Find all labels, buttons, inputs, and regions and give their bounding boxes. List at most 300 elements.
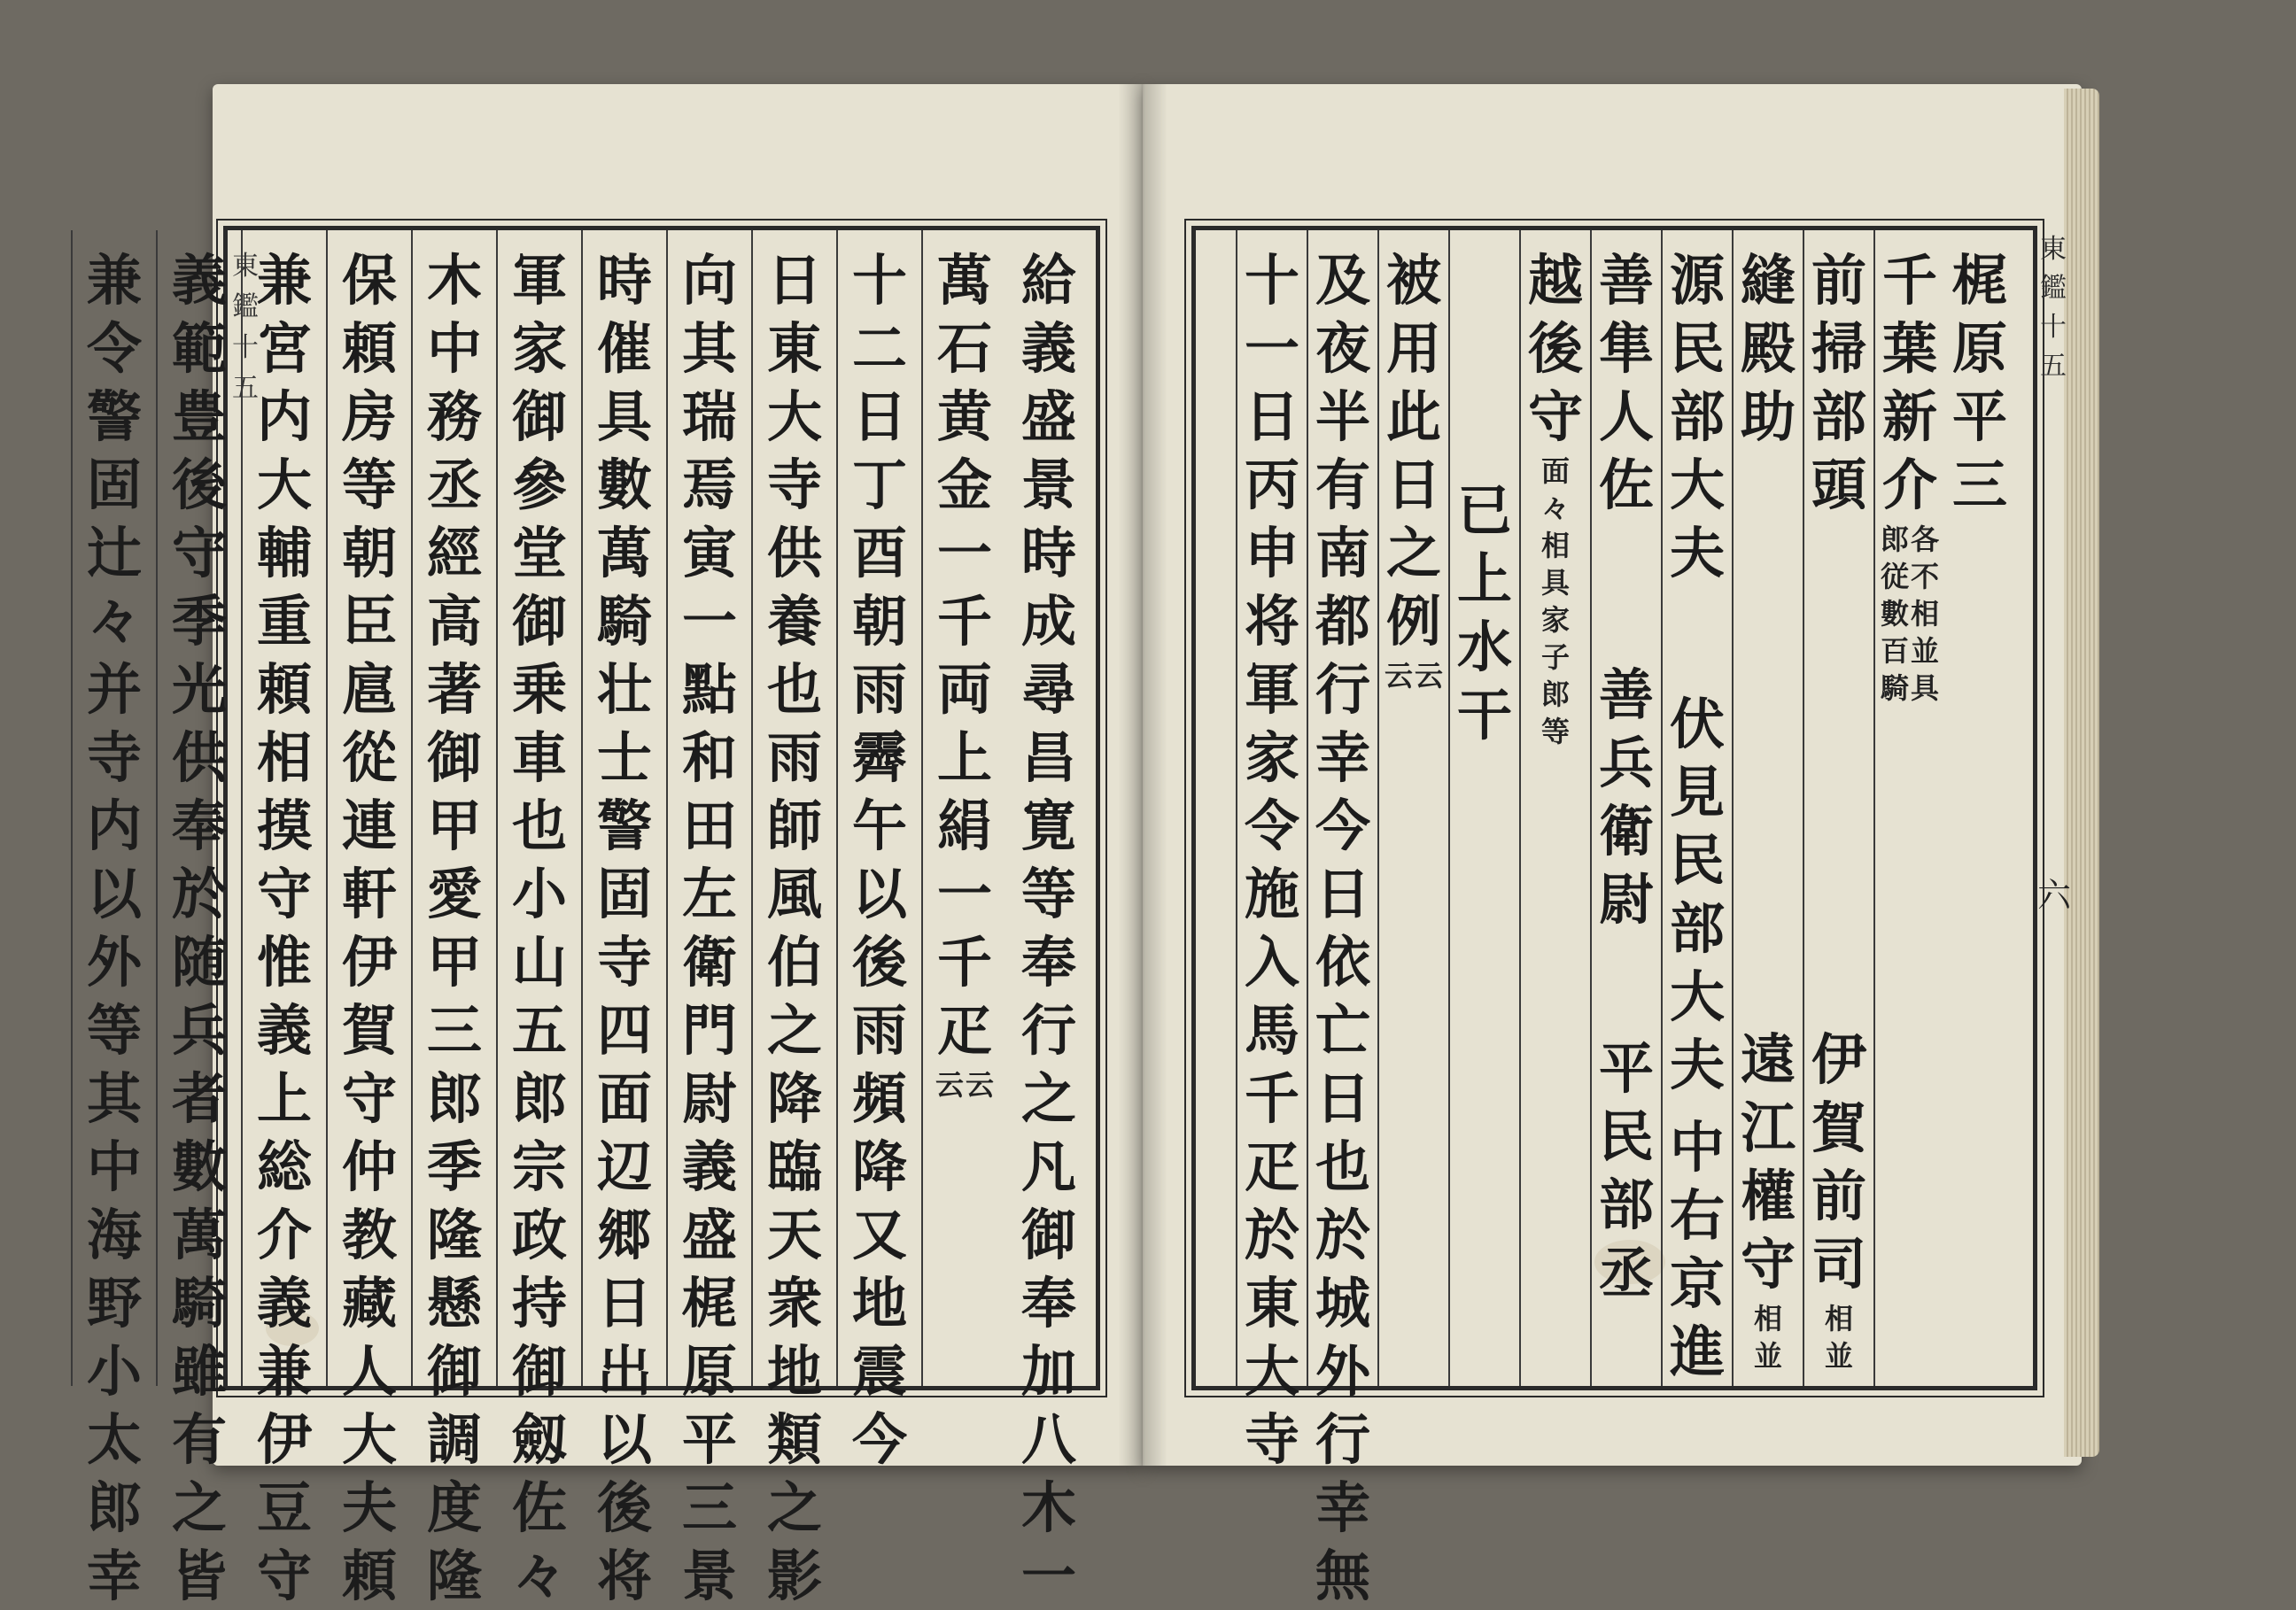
column-char: 守	[256, 862, 312, 926]
note-char: 並	[1824, 1339, 1853, 1373]
column-char: 萬	[596, 521, 652, 585]
column-char: 此	[1385, 384, 1441, 449]
margin-char: 東	[232, 251, 259, 282]
note-char: 並	[1911, 634, 1940, 668]
column-char: 義	[681, 1134, 737, 1199]
note-char: 郎	[1880, 522, 1909, 556]
column-char: 小	[511, 862, 567, 926]
column-char: 萬	[936, 248, 992, 313]
column-char: 城	[1315, 1271, 1370, 1335]
column-char: 頼	[341, 316, 397, 381]
column-char: 之	[766, 998, 822, 1063]
note-line	[966, 1066, 994, 1103]
note-char: 具	[1911, 671, 1940, 705]
column-char: 東	[766, 316, 822, 381]
column-char: 及	[1315, 248, 1370, 313]
column-char: 朝	[341, 521, 397, 585]
note-char: 々	[1540, 492, 1570, 525]
note-line	[1911, 521, 1939, 707]
column-char: 木	[426, 248, 482, 313]
column-char: 義	[171, 248, 227, 313]
note-char: 云	[1415, 659, 1444, 693]
column-char: 人	[1598, 384, 1654, 449]
column-char: 内	[86, 793, 142, 858]
column-char: 豊	[171, 384, 227, 449]
note-line	[1541, 453, 1570, 750]
column-char: 八	[1020, 1407, 1076, 1472]
column-char: 民	[1669, 316, 1725, 381]
column-char: 干	[1456, 683, 1512, 747]
column-char: 數	[171, 1134, 227, 1199]
column-char: 兵	[171, 998, 227, 1063]
column-char: 隆	[426, 1203, 482, 1267]
note-char: 不	[1911, 560, 1940, 593]
column-char: 雨	[766, 725, 822, 790]
column-char: 三	[426, 998, 482, 1063]
column-char: 都	[1315, 589, 1370, 654]
column-char: 上	[936, 725, 992, 790]
column-char: 權	[1740, 1164, 1796, 1228]
note-char: 子	[1540, 640, 1570, 674]
column-char: 震	[851, 1339, 907, 1404]
column-char: 騎	[171, 1271, 227, 1335]
column-char: 務	[426, 384, 482, 449]
right-text-frame	[1191, 226, 2037, 1608]
column-char: 伊	[256, 1407, 312, 1472]
column-char: 範	[171, 316, 227, 381]
column-char: 郎	[426, 1066, 482, 1131]
note-char: 従	[1880, 560, 1909, 593]
column-char: 軍	[511, 248, 567, 313]
column-char: 施	[1244, 862, 1299, 926]
column-char: 依	[1315, 930, 1370, 995]
note-char: 家	[1540, 603, 1570, 637]
column-char: 尉	[681, 1066, 737, 1131]
column-char: 以	[851, 862, 907, 926]
column-char: 衆	[766, 1271, 822, 1335]
column-char: 愛	[426, 862, 482, 926]
note-char: 騎	[1880, 671, 1909, 705]
column-char: 豆	[256, 1475, 312, 1540]
column-char: 具	[596, 384, 652, 449]
column-char: 師	[766, 793, 822, 858]
column-char: 有	[171, 1407, 227, 1472]
column-char: 前	[1811, 1164, 1866, 1228]
column-char: 平	[681, 1407, 737, 1472]
column-char: 介	[1881, 453, 1937, 517]
column-char: 日	[1315, 862, 1370, 926]
column-char: 千	[936, 589, 992, 654]
column-char: 重	[256, 589, 312, 654]
column-char: 寺	[766, 453, 822, 517]
left-margin-title	[228, 230, 263, 1386]
column-char: 将	[596, 1544, 652, 1608]
column-char: 部	[1811, 384, 1866, 449]
column-char: 藏	[341, 1271, 397, 1335]
column-char: 丞	[1598, 1241, 1654, 1305]
column-char: 原	[1951, 316, 2007, 381]
column-char: 供	[766, 521, 822, 585]
column-char: 守	[1740, 1232, 1796, 1297]
column-char: 入	[1244, 930, 1299, 995]
column-char: 酉	[851, 521, 907, 585]
column-char: 今	[851, 1407, 907, 1472]
column-char: 将	[1244, 589, 1299, 654]
interlinear-note	[1825, 1300, 1853, 1374]
column-char: 民	[1598, 1104, 1654, 1169]
column-char: 甲	[426, 793, 482, 858]
column-char: 義	[256, 998, 312, 1063]
column-char: 民	[1669, 827, 1725, 893]
column-char: 雨	[851, 998, 907, 1063]
column-char: 也	[766, 657, 822, 722]
column-char: 無	[1315, 1544, 1370, 1608]
margin-char: 鑑	[232, 291, 259, 322]
margin-char: 東	[2040, 234, 2067, 265]
column-char: 摸	[256, 793, 312, 858]
column-char: 一	[936, 862, 992, 926]
column-char: 日	[766, 248, 822, 313]
column-char: 縫	[1740, 248, 1796, 313]
column-char: 上	[1456, 546, 1512, 611]
note-char: 具	[1540, 566, 1570, 600]
column-char: 等	[1020, 862, 1076, 926]
column-char: 守	[256, 1544, 312, 1608]
column-char: 午	[851, 793, 907, 858]
column-char: 等	[86, 998, 142, 1063]
interlinear-note	[1385, 657, 1443, 694]
column-char: 頼	[341, 1544, 397, 1608]
column-char: 車	[511, 725, 567, 790]
column-char: 家	[511, 316, 567, 381]
text-column	[1236, 230, 1307, 1472]
column-char: 懸	[426, 1271, 482, 1335]
column-char: 寺	[1244, 1407, 1299, 1472]
column-char: 東	[1244, 1271, 1299, 1335]
column-char: 又	[851, 1203, 907, 1267]
column-char: 一	[1244, 316, 1299, 381]
column-char: 隼	[1598, 316, 1654, 381]
column-char: 見	[1669, 759, 1725, 824]
column-char: 瑞	[681, 384, 737, 449]
note-char: 相	[1540, 529, 1570, 562]
column-char: 行	[1315, 1407, 1370, 1472]
column-char: 奉	[1020, 930, 1076, 995]
column-char: 并	[86, 657, 142, 722]
column-char: 萬	[171, 1203, 227, 1267]
column-char: 其	[86, 1066, 142, 1131]
column-char: 固	[86, 453, 142, 517]
column-char: 五	[511, 998, 567, 1063]
note-char: 云	[966, 1068, 995, 1102]
column-char: 一	[681, 589, 737, 654]
column-char: 其	[681, 316, 737, 381]
column-char: 兵	[1598, 731, 1654, 795]
column-char: 雨	[851, 657, 907, 722]
column-char: 御	[511, 384, 567, 449]
column-char: 賀	[1811, 1095, 1866, 1160]
text-column	[1307, 230, 1377, 1608]
column-char: 絹	[936, 793, 992, 858]
note-char: 相	[1824, 1302, 1853, 1335]
column-char: 例	[1385, 589, 1441, 654]
column-char: 參	[511, 453, 567, 517]
column-char: 給	[1020, 248, 1076, 313]
column-char: 越	[1527, 248, 1583, 313]
column-char: 焉	[681, 453, 737, 517]
column-char: 後	[171, 453, 227, 517]
column-char: 點	[681, 657, 737, 722]
note-line	[935, 1066, 964, 1103]
column-char: 御	[511, 1339, 567, 1404]
column-char: 十	[1244, 248, 1299, 313]
column-char: 於	[1244, 1203, 1299, 1267]
column-char: 寅	[681, 521, 737, 585]
column-char: 日	[1315, 1066, 1370, 1131]
column-char: 総	[256, 1134, 312, 1199]
column-char: 前	[1811, 248, 1866, 313]
column-char: 伊	[1811, 1027, 1866, 1092]
column-char: 夜	[1315, 316, 1370, 381]
column-char: 類	[766, 1407, 822, 1472]
column-char: 伯	[766, 930, 822, 995]
column-char: 政	[511, 1203, 567, 1267]
column-char: 加	[1020, 1339, 1076, 1404]
column-char: 半	[1315, 384, 1370, 449]
column-char: 奉	[1020, 1271, 1076, 1335]
column-char: 養	[766, 589, 822, 654]
note-char: 相	[1753, 1302, 1782, 1335]
note-char: 云	[1384, 659, 1413, 693]
column-char: 寺	[86, 725, 142, 790]
column-char: 中	[1669, 1115, 1725, 1180]
column-char: 義	[1020, 316, 1076, 381]
text-column	[1944, 230, 2015, 1386]
column-char: 遠	[1740, 1027, 1796, 1092]
column-char: 佐	[1598, 453, 1654, 517]
text-column	[1590, 230, 1661, 1386]
text-column	[921, 230, 1006, 1386]
column-char: 之	[1020, 1066, 1076, 1131]
column-char: 亡	[1315, 998, 1370, 1063]
column-char: 警	[86, 384, 142, 449]
column-char: 原	[681, 1339, 737, 1404]
note-char: 郎	[1540, 677, 1570, 711]
column-char: 門	[681, 998, 737, 1063]
text-column	[1661, 230, 1732, 1386]
column-char: 家	[1244, 725, 1299, 790]
column-char: 風	[766, 862, 822, 926]
column-char: 頭	[1811, 453, 1866, 517]
column-char: 疋	[936, 998, 992, 1063]
note-line	[1385, 657, 1413, 694]
column-char: 劔	[511, 1407, 567, 1472]
column-char: 地	[766, 1339, 822, 1404]
column-char: 於	[1315, 1203, 1370, 1267]
column-char: 新	[1881, 384, 1937, 449]
column-char: 平	[1951, 384, 2007, 449]
column-char: 供	[171, 725, 227, 790]
column-char: 右	[1669, 1183, 1725, 1248]
column-char: 馬	[1244, 998, 1299, 1063]
column-char: 伏	[1669, 691, 1725, 756]
column-char: 寛	[1020, 793, 1076, 858]
column-char: 後	[1527, 316, 1583, 381]
column-char: 郎	[86, 1475, 142, 1540]
column-char: 外	[86, 930, 142, 995]
column-char: 士	[596, 725, 652, 790]
column-char: 随	[171, 930, 227, 995]
column-char: 野	[86, 1271, 142, 1335]
column-char: 十	[851, 248, 907, 313]
column-char: 太	[86, 1407, 142, 1472]
column-char: 丞	[426, 453, 482, 517]
column-char: 御	[426, 725, 482, 790]
note-line	[1881, 521, 1909, 707]
column-char: 南	[1315, 521, 1370, 585]
column-char: 乗	[511, 657, 567, 722]
interlinear-note	[1754, 1300, 1782, 1374]
column-char: 申	[1244, 521, 1299, 585]
column-char: 大	[1669, 453, 1725, 517]
column-char: 幸	[1315, 725, 1370, 790]
column-char: 從	[341, 725, 397, 790]
column-char: 一	[1020, 1544, 1076, 1608]
column-char: 已	[1456, 478, 1512, 543]
column-char: 宮	[256, 316, 312, 381]
column-char: 葉	[1881, 316, 1937, 381]
text-column	[666, 230, 751, 1608]
column-char: 辺	[596, 1134, 652, 1199]
column-char: 源	[1669, 248, 1725, 313]
note-line	[1825, 1300, 1853, 1374]
note-char: 云	[935, 1068, 964, 1102]
column-char: 賀	[341, 998, 397, 1063]
note-char: 面	[1540, 454, 1570, 488]
column-char: 石	[936, 316, 992, 381]
book-gutter	[1118, 84, 1167, 1466]
column-char: 雖	[171, 1339, 227, 1404]
column-char: 海	[86, 1203, 142, 1267]
column-char: 臣	[341, 589, 397, 654]
note-char: 相	[1911, 597, 1940, 631]
column-char: 調	[426, 1407, 482, 1472]
column-char: 保	[341, 248, 397, 313]
column-char: 進	[1669, 1320, 1725, 1384]
column-char: 度	[426, 1475, 482, 1540]
column-char: 梶	[1951, 248, 2007, 313]
column-char: 伊	[341, 930, 397, 995]
column-char: 尉	[1598, 867, 1654, 932]
column-char: 守	[171, 521, 227, 585]
column-char: 善	[1598, 248, 1654, 313]
column-char: 堂	[511, 521, 567, 585]
column-char: 大	[1244, 1339, 1299, 1404]
text-column	[1006, 230, 1091, 1608]
margin-char: 鑑	[2040, 273, 2067, 304]
column-char: 時	[1020, 521, 1076, 585]
text-column	[71, 230, 156, 1608]
margin-char: 五	[232, 373, 259, 404]
column-char: 凡	[1020, 1134, 1076, 1199]
column-char: 壮	[596, 657, 652, 722]
column-char: 和	[681, 725, 737, 790]
column-char: 部	[1598, 1173, 1654, 1237]
column-char: 々	[511, 1544, 567, 1608]
column-char: 山	[511, 930, 567, 995]
column-char: 宗	[511, 1134, 567, 1199]
note-char: 並	[1753, 1339, 1782, 1373]
column-char: 疋	[1244, 1134, 1299, 1199]
text-column	[581, 230, 666, 1608]
column-char: 兼	[256, 1339, 312, 1404]
column-char: 持	[511, 1271, 567, 1335]
text-column	[411, 230, 496, 1608]
column-char: 數	[596, 453, 652, 517]
column-char: 黄	[936, 384, 992, 449]
text-column	[1377, 230, 1448, 1386]
column-char: 郷	[596, 1203, 652, 1267]
text-column	[1448, 230, 1519, 1386]
column-char: 霽	[851, 725, 907, 790]
column-char: 大	[341, 1407, 397, 1472]
column-char: 義	[256, 1271, 312, 1335]
column-char: 幸	[86, 1544, 142, 1608]
column-char: 之	[171, 1475, 227, 1540]
column-char: 木	[1020, 1475, 1076, 1540]
column-char: 大	[1669, 964, 1725, 1029]
column-char: 部	[1669, 895, 1725, 961]
column-char: 守	[341, 1066, 397, 1131]
column-char: 等	[341, 453, 397, 517]
column-char: 内	[256, 384, 312, 449]
margin-char: 五	[2040, 351, 2067, 382]
column-char: 田	[681, 793, 737, 858]
column-char: 善	[1598, 662, 1654, 727]
column-char: 光	[171, 657, 227, 722]
column-char: 江	[1740, 1095, 1796, 1160]
column-char: 尋	[1020, 657, 1076, 722]
column-char: 千	[1244, 1066, 1299, 1131]
column-char: 令	[1244, 793, 1299, 858]
column-char: 郎	[511, 1066, 567, 1131]
column-char: 両	[936, 657, 992, 722]
column-char: 介	[256, 1203, 312, 1267]
column-char: 以	[596, 1407, 652, 1472]
column-char: 教	[341, 1203, 397, 1267]
column-char: 三	[681, 1475, 737, 1540]
column-char: 中	[426, 316, 482, 381]
column-char: 高	[426, 589, 482, 654]
column-char: 扈	[341, 657, 397, 722]
column-char: 催	[596, 316, 652, 381]
column-char: 大	[766, 384, 822, 449]
column-char: 被	[1385, 248, 1441, 313]
column-char: 御	[511, 589, 567, 654]
column-char: 金	[936, 453, 992, 517]
margin-char: 十	[232, 332, 259, 363]
column-char: 成	[1020, 589, 1076, 654]
column-char: 相	[256, 725, 312, 790]
margin-char: 十	[2040, 312, 2067, 343]
column-char: 以	[86, 862, 142, 926]
column-char: 面	[596, 1066, 652, 1131]
column-char: 辻	[86, 521, 142, 585]
column-char: 奉	[171, 793, 227, 858]
column-char: 佐	[511, 1475, 567, 1540]
column-char: 夫	[1669, 1032, 1725, 1097]
column-char: 天	[766, 1203, 822, 1267]
